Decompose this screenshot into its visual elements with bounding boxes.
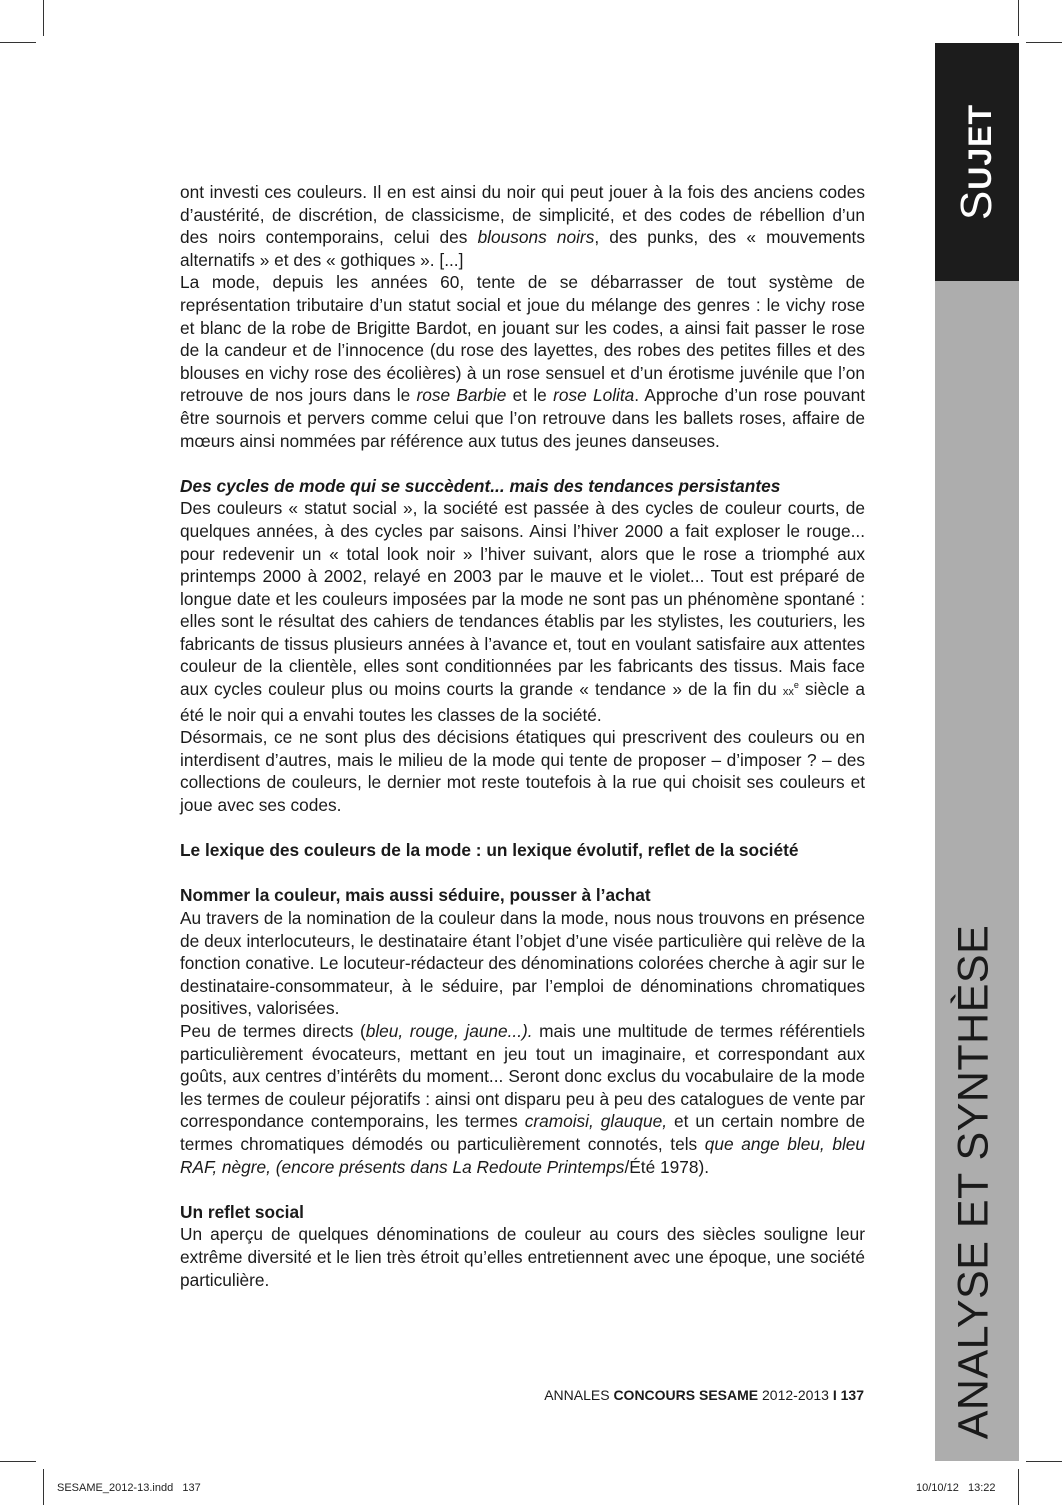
paragraph: Désormais, ce ne sont plus des décisions étatiques qui prescrivent des couleurs ou en interdisent d’autres, mais le milieu de la mode qui tente de proposer – d’imposer ? – des collections de couleurs, le dernier mot reste toutefois à la rue qui choisit ses couleurs et joue avec ses codes.	[180, 727, 865, 816]
crop-mark	[0, 1461, 36, 1462]
paragraph: Peu de termes directs (bleu, rouge, jaune...). mais une multitude de termes référentiels particulièrement évocateurs, mettant en jeu tout un imaginaire, et correspondant aux goûts, aux centres d’intérêts du moment... Seront donc exclus du vocabulaire de la mode les termes de couleur péjoratifs : ainsi ont disparu peu à peu des catalogues de vente par correspondance contemporains, les termes cramoisi, glauque, et un certain nombre de termes chromatiques démodés ou particulièrement connotés, tels que ange bleu, bleu RAF, nègre, (encore présents dans La Redoute Printemps/Été 1978).	[180, 1020, 866, 1177]
paragraph: La mode, depuis les années 60, tente de se débarrasser de tout système de représentation tributaire d’un statut social et joue du mélange des genres : le vichy rose et blanc de la robe de Brigitte Bardot, en jouant sur les codes, a ainsi fait passer le rose de la candeur et de l’innocence (du rose des layettes, des robes des petites filles et des blouses en vichy rose des écolières) à un rose sensuel et d’un érotisme juvénile que l’on retrouve de nos jours dans le rose Barbie et le rose Lolita. Approche d’un rose pouvant être sournois et pervers comme celui que l’on retrouve dans les ballets roses, affaire de mœurs ainsi nommées par référence aux tutus des jeunes danseuses.	[180, 272, 866, 451]
paragraph: Un aperçu de quelques dénominations de couleur au cours des siècles souligne leur extrême diversité et le lien très étroit qu’elles entretiennent avec une époque, une société particulière.	[180, 1224, 865, 1290]
paragraph: Des couleurs « statut social », la société est passée à des cycles de couleur courts, de quelques années, à des cycles par saisons. Ainsi l’hiver 2000 a fait exploser le rouge... pour redevenir un « total look noir » l’hiver suivant, alors que le rose a triomphé aux printemps 2000 à 2002, relayé en 2003 par le mauve et le violet... Tout est préparé de longue date et les couleurs imposées par la mode ne sont pas un phénomène spontané : elles sont le résultat des cahiers de tendances établis par les stylistes, les couturiers, les fabricants de tissus plusieurs années à l’avance et, tout en voulant satisfaire aux attentes couleur de la clientèle, elles sont conditionnées par les fabricants des tissus. Mais face aux cycles couleur plus ou moins courts la grande « tendance » de la fin du $xx^e$ siècle a été le noir qui a envahi toutes les classes de la société.	[180, 498, 865, 725]
section-heading: Le lexique des couleurs de la mode : un lexique évolutif, reflet de la société	[180, 840, 799, 861]
tab-section-label: ANALYSE ET SYNTHÈSE	[949, 924, 998, 1440]
slug-filename: SESAME_2012-13.indd 137	[57, 1482, 201, 1494]
crop-mark	[1026, 1461, 1062, 1462]
crop-mark	[1026, 42, 1062, 43]
section-heading: Des cycles de mode qui se succèdent... mais des tendances persistantes	[180, 475, 781, 496]
page-footer: ANNALES CONCOURS SESAME 2012-2013 I 137	[544, 1387, 864, 1403]
crop-mark	[1018, 0, 1019, 36]
article-body	[180, 181, 865, 1291]
crop-mark	[0, 42, 36, 43]
crop-mark	[43, 1469, 44, 1505]
crop-mark	[43, 0, 44, 36]
tab-title-sujet: SUJET	[952, 103, 1001, 221]
subsection-heading: Nommer la couleur, mais aussi séduire, pousser à l’achat	[180, 885, 651, 906]
paragraph: Au travers de la nomination de la couleur dans la mode, nous nous trouvons en présence de deux interlocuteurs, le destinataire étant l’objet d’une visée particulière qui relève de la fonction conative. Le locuteur-rédacteur des dénominations colorées cherche à agir sur le destinataire-consommateur, à le séduire, par l’emploi de dénominations chromatiques positives, valorisées.	[180, 908, 865, 1019]
slug-datetime: 10/10/12 13:22	[916, 1482, 996, 1494]
subsection-heading: Un reflet social	[180, 1201, 304, 1222]
crop-mark	[1018, 1469, 1019, 1505]
paragraph: ont investi ces couleurs. Il en est ainsi du noir qui peut jouer à la fois des anciens codes d’austérité, de discrétion, de classicisme, de simplicité, et des codes de rébellion d’un des noirs contemporains, celui des blousons noirs, des punks, des « mouvements alternatifs » et des « gothiques ». [...]	[180, 182, 866, 270]
